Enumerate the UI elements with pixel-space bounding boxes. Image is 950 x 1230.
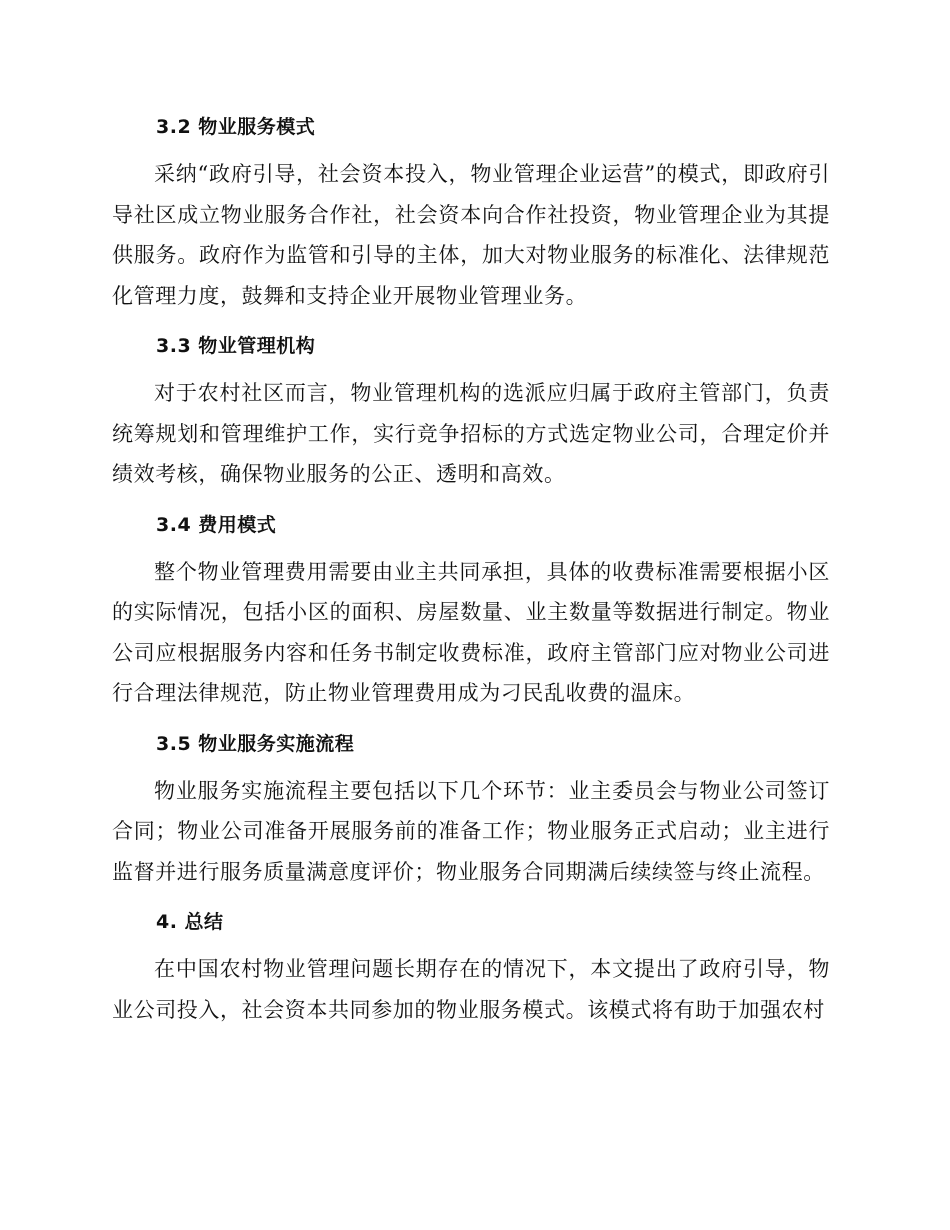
section-3-5 bbox=[112, 729, 830, 893]
section-paragraph: 整个物业管理费用需要由业主共同承担，具体的收费标准需要根据小区的实际情况，包括小区的面积、房屋数量、业主数量等数据进行制定。物业公司应根据服务内容和任务书制定收费标准，政府主管部门应对物业公司进行合理法律规范，防止物业管理费用成为刁民乱收费的温床。 bbox=[112, 559, 830, 705]
section-heading: 3.4 费用模式 bbox=[156, 513, 277, 536]
section-paragraph: 物业服务实施流程主要包括以下几个环节：业主委员会与物业公司签订合同；物业公司准备开展服务前的准备工作；物业服务正式启动；业主进行监督并进行服务质量满意度评价；物业服务合同期满后续续签与终止流程。 bbox=[112, 778, 830, 884]
section-4 bbox=[112, 907, 830, 1030]
document-body bbox=[112, 112, 830, 1045]
section-paragraph: 对于农村社区而言，物业管理机构的选派应归属于政府主管部门，负责统筹规划和管理维护工作，实行竞争招标的方式选定物业公司，合理定价并绩效考核，确保物业服务的公正、透明和高效。 bbox=[112, 381, 830, 486]
section-heading: 3.3 物业管理机构 bbox=[156, 335, 316, 357]
section-heading: 3.2 物业服务模式 bbox=[156, 116, 316, 138]
section-3-4 bbox=[112, 510, 830, 714]
section-paragraph: 在中国农村物业管理问题长期存在的情况下，本文提出了政府引导，物业公司投入，社会资本共同参加的物业服务模式。该模式将有助于加强农村 bbox=[112, 957, 830, 1022]
section-3-2 bbox=[112, 112, 830, 316]
section-3-3 bbox=[112, 331, 830, 495]
section-heading: 4. 总结 bbox=[156, 911, 224, 933]
section-paragraph: 采纳“政府引导，社会资本投入，物业管理企业运营”的模式，即政府引导社区成立物业服务合作社，社会资本向合作社投资，物业管理企业为其提供服务。政府作为监管和引导的主体，加大对物业服务的标准化、法律规范化管理力度，鼓舞和支持企业开展物业管理业务。 bbox=[112, 162, 830, 308]
section-heading: 3.5 物业服务实施流程 bbox=[156, 732, 355, 755]
